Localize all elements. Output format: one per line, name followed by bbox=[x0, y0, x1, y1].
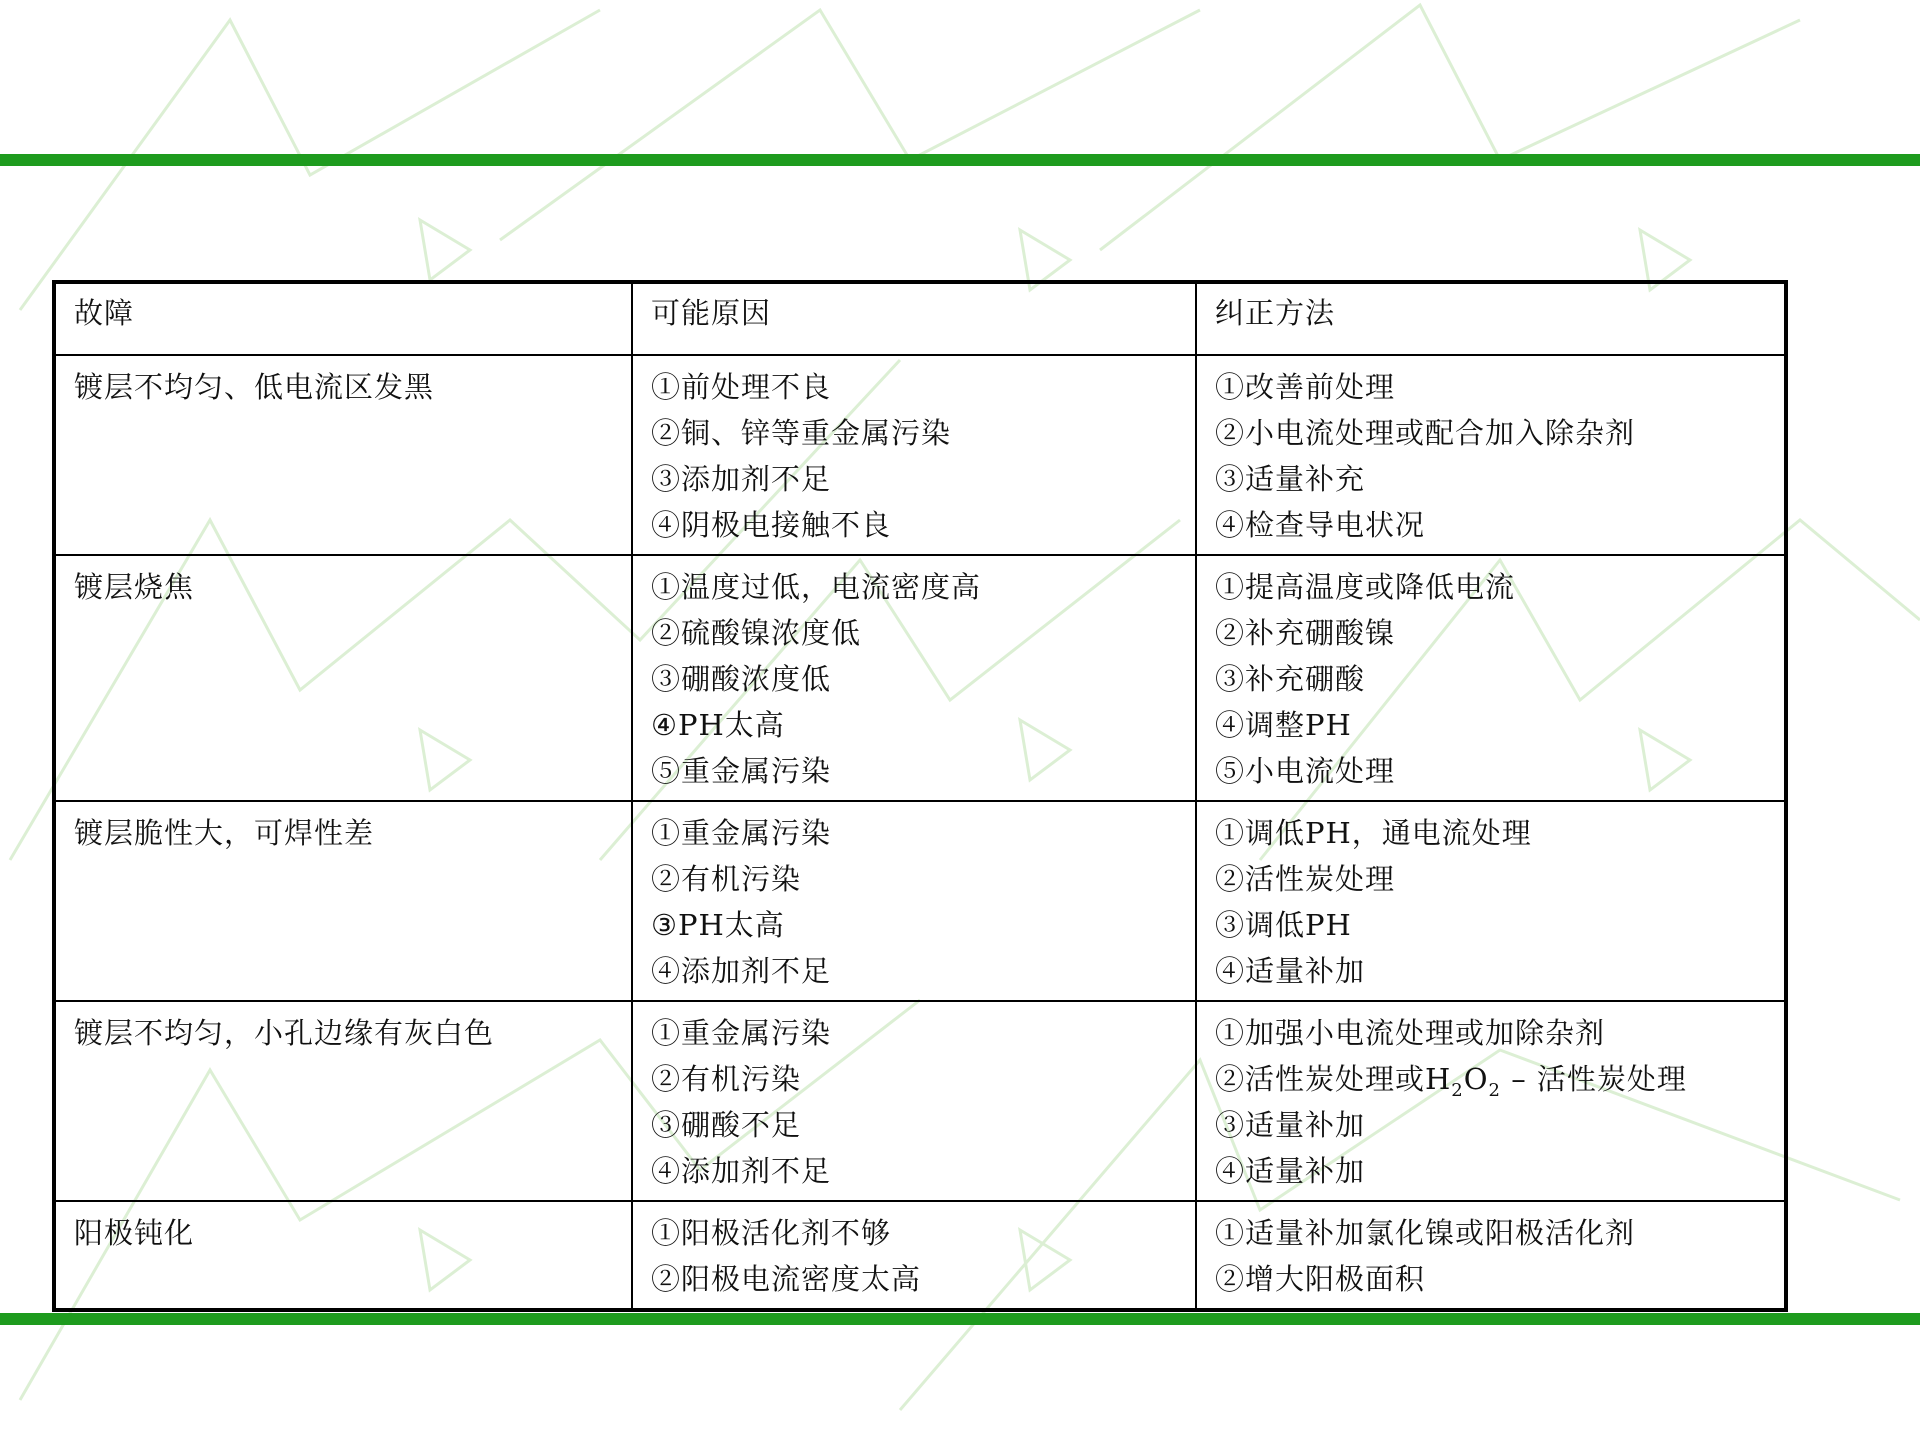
cause-item: ③PH太高 bbox=[651, 908, 785, 942]
fault-text: 镀层脆性大，可焊性差 bbox=[74, 816, 375, 850]
cause-item: ④添加剂不足 bbox=[651, 954, 832, 988]
cause-item: ①阳极活化剂不够 bbox=[651, 1216, 892, 1250]
fix-item: ③适量补充 bbox=[1215, 462, 1366, 496]
fix-item: ①适量补加氯化镍或阳极活化剂 bbox=[1215, 1216, 1636, 1250]
causes-cell bbox=[632, 801, 1196, 1001]
fix-item-h2o2 bbox=[1215, 1056, 1766, 1102]
table-row bbox=[54, 555, 1786, 801]
fix-item: ③适量补加 bbox=[1215, 1108, 1366, 1142]
fault-text: 镀层不均匀，小孔边缘有灰白色 bbox=[74, 1016, 495, 1050]
causes-cell bbox=[632, 1001, 1196, 1201]
fix-item: ②活性炭处理 bbox=[1215, 862, 1396, 896]
fix-item: ①调低PH，通电流处理 bbox=[1215, 816, 1532, 850]
fixes-cell bbox=[1196, 555, 1786, 801]
cause-item: ④添加剂不足 bbox=[651, 1154, 832, 1188]
cause-item: ④PH太高 bbox=[651, 708, 785, 742]
fix-h2o2-sub-2: 2 bbox=[1488, 1079, 1501, 1101]
fixes-cell bbox=[1196, 355, 1786, 555]
header-fault: 故障 bbox=[54, 282, 632, 355]
fault-cell bbox=[54, 1201, 632, 1310]
fix-item: ④调整PH bbox=[1215, 708, 1352, 742]
fix-item: ③补充硼酸 bbox=[1215, 662, 1366, 696]
fault-text: 镀层烧焦 bbox=[74, 570, 195, 604]
fix-h2o2-suffix: – 活性炭处理 bbox=[1500, 1062, 1687, 1096]
fix-item: ②增大阳极面积 bbox=[1215, 1262, 1426, 1296]
cause-item: ③硼酸不足 bbox=[651, 1108, 802, 1142]
fix-item: ②小电流处理或配合加入除杂剂 bbox=[1215, 416, 1636, 450]
fix-item: ④适量补加 bbox=[1215, 1154, 1366, 1188]
fix-h2o2-sub-1: 2 bbox=[1451, 1079, 1464, 1101]
fix-item: ②补充硼酸镍 bbox=[1215, 616, 1396, 650]
troubleshooting-table bbox=[52, 280, 1788, 1312]
cause-item: ③硼酸浓度低 bbox=[651, 662, 832, 696]
fixes-cell bbox=[1196, 1201, 1786, 1310]
header-fixes: 纠正方法 bbox=[1196, 282, 1786, 355]
bottom-green-rule bbox=[0, 1313, 1920, 1325]
fix-item: ①加强小电流处理或加除杂剂 bbox=[1215, 1016, 1606, 1050]
table-row bbox=[54, 355, 1786, 555]
fault-text: 镀层不均匀、低电流区发黑 bbox=[74, 370, 435, 404]
table-header-row bbox=[54, 282, 1786, 355]
fix-item: ③调低PH bbox=[1215, 908, 1352, 942]
fault-cell bbox=[54, 801, 632, 1001]
causes-cell bbox=[632, 355, 1196, 555]
cause-item: ①重金属污染 bbox=[651, 1016, 832, 1050]
cause-item: ②硫酸镍浓度低 bbox=[651, 616, 862, 650]
fix-item: ①提高温度或降低电流 bbox=[1215, 570, 1516, 604]
fault-cell bbox=[54, 555, 632, 801]
cause-item: ⑤重金属污染 bbox=[651, 754, 832, 788]
table-row bbox=[54, 801, 1786, 1001]
fault-text: 阳极钝化 bbox=[74, 1216, 195, 1250]
cause-item: ②阳极电流密度太高 bbox=[651, 1262, 922, 1296]
fixes-cell bbox=[1196, 801, 1786, 1001]
fix-item: ④适量补加 bbox=[1215, 954, 1366, 988]
table-row bbox=[54, 1201, 1786, 1310]
fault-cell bbox=[54, 355, 632, 555]
cause-item: ①前处理不良 bbox=[651, 370, 832, 404]
fix-item: ④检查导电状况 bbox=[1215, 508, 1426, 542]
cause-item: ③添加剂不足 bbox=[651, 462, 832, 496]
cause-item: ①重金属污染 bbox=[651, 816, 832, 850]
table-row bbox=[54, 1001, 1786, 1201]
fixes-cell bbox=[1196, 1001, 1786, 1201]
cause-item: ④阴极电接触不良 bbox=[651, 508, 892, 542]
header-causes: 可能原因 bbox=[632, 282, 1196, 355]
top-green-rule bbox=[0, 154, 1920, 166]
fix-h2o2-mid: O bbox=[1463, 1062, 1489, 1096]
fix-item: ①改善前处理 bbox=[1215, 370, 1396, 404]
cause-item: ①温度过低，电流密度高 bbox=[651, 570, 982, 604]
fix-item: ⑤小电流处理 bbox=[1215, 754, 1396, 788]
cause-item: ②铜、锌等重金属污染 bbox=[651, 416, 952, 450]
causes-cell bbox=[632, 555, 1196, 801]
fault-cell bbox=[54, 1001, 632, 1201]
cause-item: ②有机污染 bbox=[651, 1062, 802, 1096]
cause-item: ②有机污染 bbox=[651, 862, 802, 896]
fix-h2o2-prefix: ②活性炭处理或H bbox=[1215, 1062, 1452, 1096]
causes-cell bbox=[632, 1201, 1196, 1310]
